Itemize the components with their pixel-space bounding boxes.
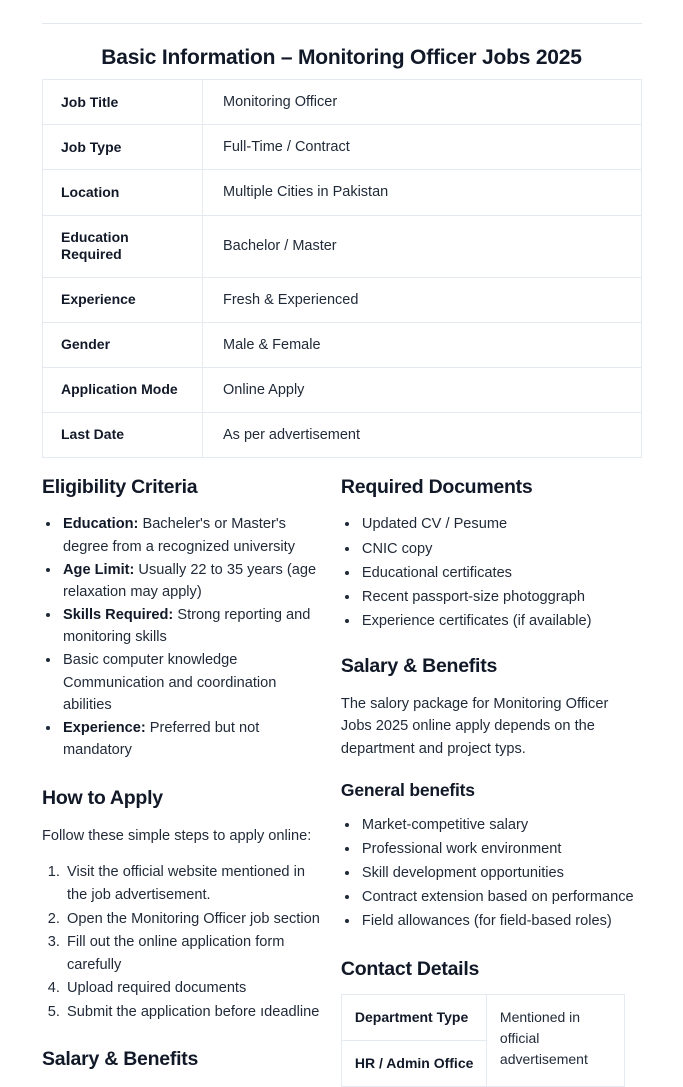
row-label: Department Type — [341, 994, 486, 1040]
list-item: • Market-competitive salary — [360, 814, 641, 836]
page-title: Basic Information – Monitoring Officer Jobs 2025 — [101, 46, 582, 69]
contact-details-table — [341, 994, 625, 1087]
table-row — [43, 215, 642, 277]
salary-benefits-heading-left: Salary & Benefits — [42, 1047, 199, 1070]
row-label: Gender — [43, 322, 203, 367]
list-item: • Professional work environment — [360, 838, 641, 860]
list-item-text: Bacheler's or Master's degree from a recognized university — [63, 516, 295, 555]
eligibility-heading: Eligibility Criteria — [42, 476, 198, 499]
table-row — [43, 322, 642, 367]
list-item: • Recent passport-size photoggraph — [360, 586, 641, 608]
list-item-label: Skills Required: — [63, 607, 174, 624]
basic-information-table — [42, 79, 642, 458]
row-value: Full-Time / Contract — [203, 125, 642, 170]
table-row — [43, 412, 642, 457]
list-item-label: Education: — [63, 516, 139, 533]
table-row — [43, 277, 642, 322]
list-item: 4. Upload required documents — [64, 977, 323, 1000]
table-row — [43, 170, 642, 215]
salary-benefits-paragraph: The salory package for Monitoring Officer Jobs 2025 online apply depends on the department and project typs. — [340, 695, 609, 757]
row-value: Multiple Cities in Pakistan — [203, 170, 642, 215]
list-item: • Field allowances (for field-based roles) — [360, 910, 641, 932]
list-item-text: Basic computer knowledge Communication and coordination abilities — [63, 652, 277, 713]
list-item — [61, 604, 323, 648]
row-label: Application Mode — [43, 367, 203, 412]
row-label: Job Type — [43, 125, 203, 170]
row-label: Job Title — [43, 80, 203, 125]
document-page — [0, 23, 683, 1071]
list-item-label: Experience: — [63, 720, 146, 736]
list-item: • Contract extension based on performance — [360, 886, 641, 908]
row-label: Experience — [43, 277, 203, 322]
required-documents-list — [341, 513, 641, 632]
right-column — [341, 476, 641, 1087]
row-label: Education Required — [43, 215, 203, 277]
row-value: Mentioned in official advertisement — [486, 994, 624, 1086]
left-column — [42, 476, 341, 1087]
list-item-text: Preferred but not mandatory — [63, 720, 260, 759]
list-item: 1. Visit the official website mentioned in the job advertisement. — [64, 861, 323, 906]
top-divider — [42, 23, 642, 24]
row-value: Bachelor / Master — [203, 215, 642, 277]
row-label: Location — [43, 170, 203, 215]
row-value: As per advertisement — [203, 412, 642, 457]
salary-benefits-heading: Salary & Benefits — [340, 655, 498, 678]
list-item: 2. Open the Monitoring Officer job section — [64, 908, 323, 931]
table-row — [43, 80, 642, 125]
contact-details-heading: Contact Details — [340, 958, 480, 981]
row-label: Last Date — [43, 412, 203, 457]
general-benefits-list — [341, 814, 641, 933]
row-value: Monitoring Officer — [203, 80, 642, 125]
eligibility-list — [42, 513, 323, 761]
table-row — [341, 994, 624, 1040]
list-item: • Experience certificates (if available) — [360, 610, 641, 632]
list-item — [61, 513, 323, 557]
list-item: • CNIC copy — [360, 538, 641, 560]
row-value: Fresh & Experienced — [203, 277, 642, 322]
how-to-apply-steps — [42, 861, 323, 1023]
table-row — [43, 367, 642, 412]
list-item — [61, 717, 323, 761]
list-item: • Skill development opportunities — [360, 862, 641, 884]
list-item — [61, 559, 323, 603]
list-item: • Updated CV / Pesume — [360, 513, 641, 535]
list-item-label: Age Limit: — [63, 561, 135, 578]
list-item-text: Usually 22 to 35 years (age relaxation may apply) — [63, 561, 317, 600]
list-item: 3. Fill out the online application form carefully — [64, 931, 323, 976]
how-to-apply-intro: Follow these simple steps to apply online: — [42, 827, 312, 844]
general-benefits-heading: General benefits — [340, 779, 475, 800]
row-value: Online Apply — [203, 367, 642, 412]
row-value: Male & Female — [203, 322, 642, 367]
list-item: 5. Submit the application before ıdeadline — [64, 1001, 323, 1024]
required-documents-heading: Required Documents — [340, 476, 533, 499]
list-item: • Educational certificates — [360, 562, 641, 584]
how-to-apply-heading: How to Apply — [42, 787, 163, 810]
list-item-text: Strong reporting and monitoring skills — [63, 607, 311, 646]
list-item — [61, 649, 323, 716]
two-column-body — [42, 476, 641, 1087]
table-row — [43, 125, 642, 170]
row-label: HR / Admin Office — [341, 1040, 486, 1086]
